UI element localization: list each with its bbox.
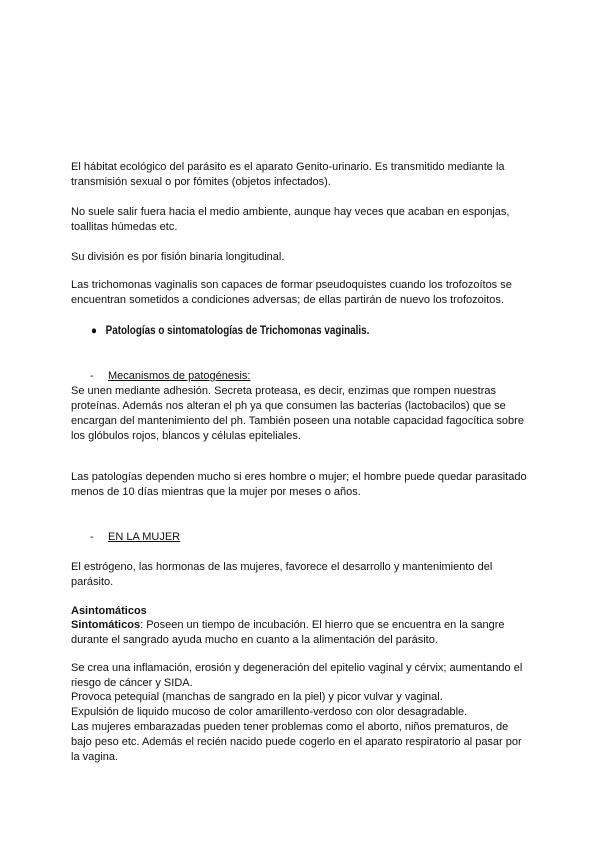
- bullet-icon: ●: [91, 325, 97, 337]
- paragraph-inflamacion: Se crea una inflamación, erosión y degeneración del epitelio vaginal y cérvix; aumentando el riesgo de cáncer y SIDA.: [71, 662, 523, 689]
- sintomaticos-label: Sintomáticos: [71, 619, 141, 631]
- paragraph-expulsion: Expulsión de liquido mucoso de color amarillento-verdoso con olor desagradable.: [71, 706, 468, 718]
- subheading-mujer: [90, 530, 180, 545]
- sintomaticos-text: : Poseen un tiempo de incubación. El hierro que se encuentra en la sangre durante el sangrado ayuda mucho en cuanto a la alimentación del parásito.: [71, 619, 505, 646]
- paragraph-estrogeno: El estrógeno, las hormonas de las mujeres, favorece el desarrollo y mantenimiento del parásito.: [71, 561, 493, 588]
- paragraph-pseudoquistes: Las trichomonas vaginalis son capaces de formar pseudoquistes cuando los trofozoítos se encuentran sometidos a condiciones adversas; de ellas partirán de nuevo los trofozoitos.: [71, 279, 512, 306]
- dash-marker: -: [90, 531, 94, 543]
- paragraph-habitat: El hábitat ecológico del parásito es el aparato Genito-urinario. Es transmitido mediante la transmisión sexual o por fómites (objetos infectados).: [71, 161, 505, 188]
- paragraph-embarazadas: Las mujeres embarazadas pueden tener problemas como el aborto, niños prematuros, de bajo peso etc. Además el recién nacido puede cogerlo en el aparato respiratorio al pasar por la vagina.: [71, 721, 522, 763]
- paragraph-ambiente: No suele salir fuera hacia el medio ambiente, aunque hay veces que acaban en esponjas, toallitas húmedas etc.: [71, 206, 510, 233]
- paragraph-petequial: Provoca petequial (manchas de sangrado en la piel) y picor vulvar y vaginal.: [71, 691, 443, 703]
- paragraph-sintomaticos: [71, 618, 531, 648]
- dash-marker: -: [90, 370, 94, 382]
- subheading-mujer-label: EN LA MUJER: [108, 531, 181, 543]
- paragraph-patologias: Las patologías dependen mucho si eres hombre o mujer; el hombre puede quedar parasitado menos de 10 días mientras que la mujer por meses o años.: [71, 471, 527, 498]
- paragraph-mecanismos: Se unen mediante adhesión. Secreta proteasa, es decir, enzimas que rompen nuestras proteínas. Además nos alteran el ph ya que consumen las bacterias (lactobacilos) que se encargan del mantenimiento del ph. También poseen una notable capacidad fagocítica sobre los glóbulos rojos, blancos y células epiteliales.: [71, 385, 524, 442]
- subheading-mecanismos: [90, 369, 250, 384]
- paragraph-division: Su división es por fisión binaria longitudinal.: [71, 251, 285, 263]
- section-heading-patologias: [91, 324, 369, 339]
- section-heading-text: Patologías o sintomatologías de Trichomonas vaginalis.: [105, 325, 370, 337]
- heading-asintomaticos: Asintomáticos: [71, 605, 147, 617]
- subheading-mecanismos-label: Mecanismos de patogénesis:: [108, 370, 251, 382]
